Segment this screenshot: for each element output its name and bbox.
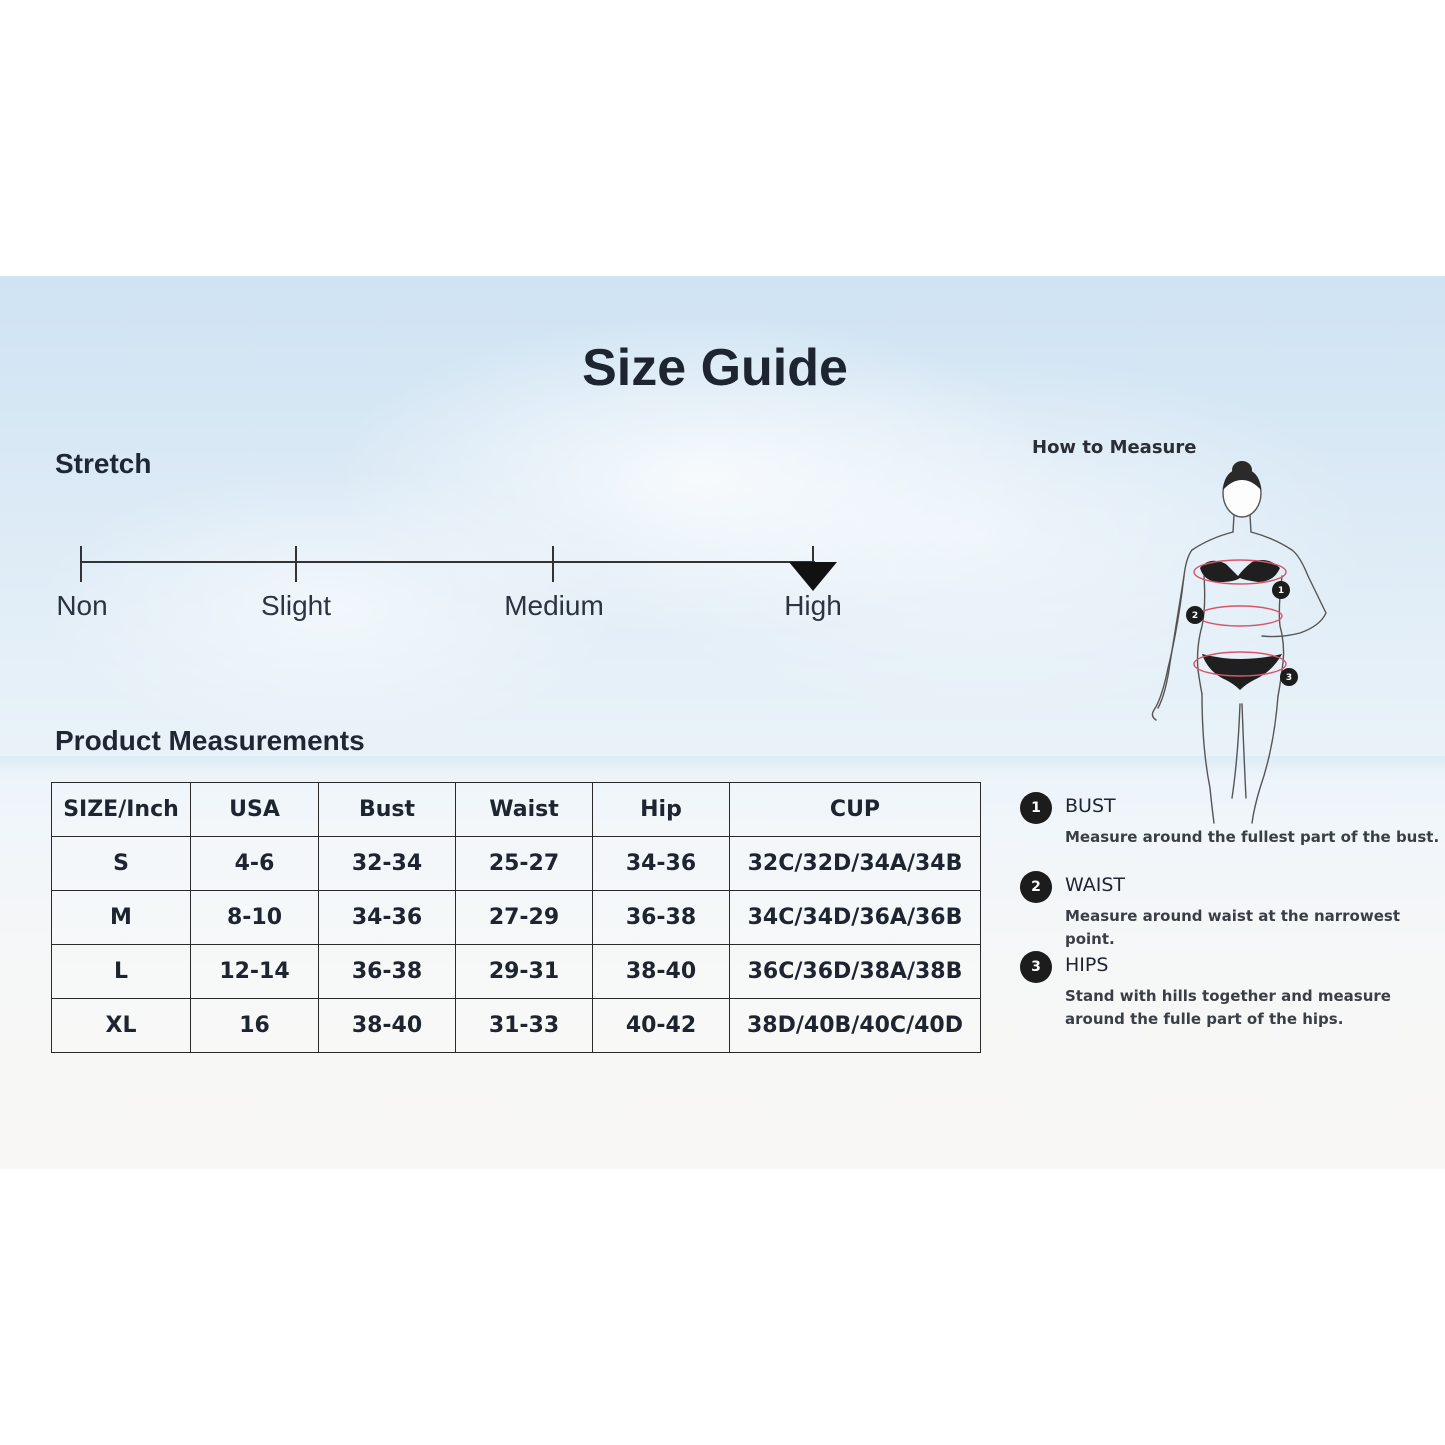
stretch-label-medium: Medium [504,590,604,621]
step-title: BUST [1065,795,1116,817]
cell-hip: 34-36 [593,837,730,891]
stretch-label-slight: Slight [260,590,332,621]
stretch-scale [0,276,1000,676]
svg-text:2: 2 [1191,611,1199,621]
cell-cup: 34C/34D/36A/36B [730,891,981,945]
cell-usa: 8-10 [191,891,319,945]
cell-hip: 38-40 [593,945,730,999]
col-header-usa: USA [191,783,319,837]
col-header-waist: Waist [456,783,593,837]
step-description: Measure around the fullest part of the bust. [1065,828,1440,846]
cell-size: M [52,891,191,945]
step-number-badge: 1 [1020,792,1052,824]
step-description: Stand with hills together and measure around the fulle part of the hips. [1065,987,1391,1028]
cell-bust: 38-40 [319,999,456,1053]
stretch-label-non: Non [56,590,108,621]
cell-cup: 36C/36D/38A/38B [730,945,981,999]
cell-usa: 4-6 [191,837,319,891]
cell-size: S [52,837,191,891]
svg-text:3: 3 [1285,673,1293,683]
col-header-bust: Bust [319,783,456,837]
cell-usa: 12-14 [191,945,319,999]
cell-waist: 25-27 [456,837,593,891]
table-header-row [52,783,981,837]
cell-size: XL [52,999,191,1053]
step-number-badge: 3 [1020,951,1052,983]
cell-waist: 27-29 [456,891,593,945]
cell-size: L [52,945,191,999]
table-row [52,837,981,891]
cell-bust: 36-38 [319,945,456,999]
cell-bust: 34-36 [319,891,456,945]
cell-waist: 29-31 [456,945,593,999]
stretch-label-high: High [784,590,842,621]
cell-hip: 36-38 [593,891,730,945]
size-guide-card [0,276,1445,1169]
cell-cup: 32C/32D/34A/34B [730,837,981,891]
stretch-heading: Stretch [55,448,152,479]
cell-hip: 40-42 [593,999,730,1053]
cell-waist: 31-33 [456,999,593,1053]
table-row [52,945,981,999]
cell-usa: 16 [191,999,319,1053]
measurements-heading: Product Measurements [55,725,365,756]
table-row [52,999,981,1053]
col-header-cup: CUP [730,783,981,837]
cell-bust: 32-34 [319,837,456,891]
cell-cup: 38D/40B/40C/40D [730,999,981,1053]
step-title: WAIST [1065,874,1126,896]
table-row [52,891,981,945]
step-number-badge: 2 [1020,871,1052,903]
col-header-hip: Hip [593,783,730,837]
how-to-measure-heading: How to Measure [1032,437,1197,458]
page-title: Size Guide [582,339,848,397]
size-table [51,782,981,1053]
col-header-size: SIZE/Inch [52,783,191,837]
body-figure-icon [1140,458,1340,828]
step-description: Measure around waist at the narrowest point. [1065,907,1400,948]
step-title: HIPS [1065,954,1109,976]
svg-text:1: 1 [1277,586,1285,596]
stretch-marker-icon [789,562,837,591]
